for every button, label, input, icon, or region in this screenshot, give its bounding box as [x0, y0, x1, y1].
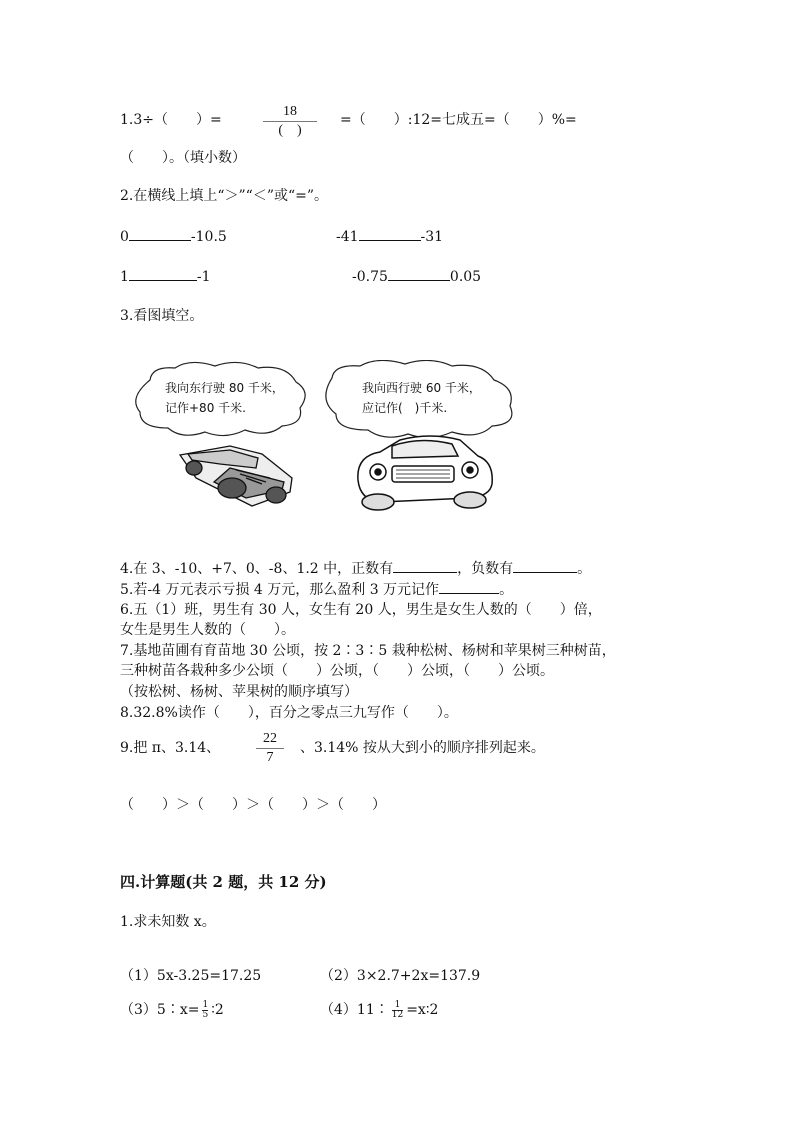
- q2-r1a-left: 0: [120, 229, 129, 245]
- e4-left: （4）11∶: [320, 1002, 389, 1018]
- q2-row2b: [352, 266, 481, 287]
- e4-fraction: [392, 1001, 403, 1020]
- section4-sub1: 1.求未知数 x。: [120, 914, 216, 930]
- q5-line: [120, 579, 513, 600]
- answer-blank[interactable]: [359, 226, 421, 241]
- answer-blank[interactable]: [129, 266, 197, 281]
- q1-line2: （ ）。（填小数）: [120, 150, 246, 166]
- e4-right: =x∶2: [406, 1002, 439, 1018]
- equation-1: （1）5x-3.25=17.25: [120, 968, 262, 984]
- q9-answer: （ ）＞（ ）＞（ ）＞（ ）: [120, 797, 386, 813]
- e3-fraction: [202, 1001, 208, 1020]
- q2-r1b-left: -41: [336, 229, 359, 245]
- q2-row2a: [120, 266, 211, 287]
- q2-r2b-right: 0.05: [449, 269, 482, 285]
- car-2-image: [358, 436, 492, 510]
- q1-frac-den: ( ): [278, 123, 302, 138]
- q4-end: 。: [577, 561, 592, 577]
- section-heading: 四.计算题(共 2 题，共 12 分): [120, 873, 327, 891]
- answer-blank[interactable]: [388, 266, 450, 281]
- q4-middle: ，负数有: [457, 561, 514, 577]
- bubble1-line2: 记作+80 千米.: [165, 401, 246, 415]
- q3-title: 3.看图填空。: [120, 308, 204, 324]
- q1-fraction: [263, 104, 317, 139]
- q1-frac-num: 18: [283, 104, 297, 119]
- answer-blank[interactable]: [513, 558, 577, 573]
- speech-bubble-1: [136, 362, 305, 435]
- q7-line2: 三种树苗各栽种多少公顷（ ）公顷，（ ）公顷，（ ）公顷。: [120, 663, 554, 679]
- q4-line: [120, 558, 591, 579]
- q6-line1: 6.五（1）班，男生有 30 人，女生有 20 人，男生是女生人数的（ ）倍，: [120, 602, 602, 618]
- q9-frac-num: 22: [263, 731, 277, 746]
- q9-frac-den: 7: [266, 750, 274, 765]
- q2-r2a-left: 1: [120, 269, 129, 285]
- answer-blank[interactable]: [439, 579, 499, 594]
- q5-end: 。: [499, 582, 514, 598]
- q7-line3: （按松树、杨树、苹果树的顺序填写）: [120, 684, 358, 700]
- equation-2: （2）3×2.7+2x=137.9: [320, 968, 481, 984]
- q2-r1a-right: -10.5: [190, 229, 227, 245]
- bubble2-line1: 我向西行驶 60 千米，: [362, 381, 481, 395]
- q4-left: 4.在 3、-10、+7、0、-8、1.2 中，正数有: [120, 561, 394, 577]
- e3-num: 1: [202, 999, 209, 1010]
- e3-left: （3）5∶x=: [120, 1002, 200, 1018]
- q1-part-b: =（ ）:12=七成五=（ ）%=: [340, 112, 577, 128]
- car-1-image: [180, 446, 292, 506]
- q2-row1a: [120, 226, 227, 247]
- q6-line2: 女生是男生人数的（ ）。: [120, 622, 295, 638]
- speech-bubble-2: [326, 360, 512, 437]
- e4-num: 1: [394, 999, 401, 1010]
- q3-illustration: [0, 360, 794, 540]
- q2-row1b: [336, 226, 443, 247]
- q2-r2b-left: -0.75: [352, 269, 388, 285]
- bubble1-line1: 我向东行驶 80 千米，: [165, 381, 284, 395]
- e4-den: 12: [391, 1009, 404, 1020]
- equation-3: [120, 1000, 224, 1020]
- e3-den: 5: [202, 1009, 209, 1020]
- q9-part-a: 9.把 π、3.14、: [120, 740, 221, 756]
- q2-r2a-right: -1: [196, 269, 211, 285]
- bubble2-line2: 应记作( )千米.: [362, 401, 448, 415]
- q5-left: 5.若-4 万元表示亏损 4 万元，那么盈利 3 万元记作: [120, 582, 440, 598]
- q2-r1b-right: -31: [420, 229, 444, 245]
- answer-blank[interactable]: [129, 226, 191, 241]
- q1-frac-bar: [263, 121, 317, 122]
- e3-right: ∶2: [211, 1002, 224, 1018]
- q2-title: 2.在横线上填上“＞”“＜”或“=”。: [120, 188, 329, 204]
- q1-part-a: 1.3÷（ ）=: [120, 112, 222, 128]
- q7-line1: 7.基地苗圃有育苗地 30 公顷，按 2∶3∶5 栽种松树、杨树和苹果树三种树苗，: [120, 643, 616, 659]
- q9-fraction: [256, 731, 284, 766]
- answer-blank[interactable]: [393, 558, 457, 573]
- equation-4: [320, 1000, 438, 1020]
- q9-frac-bar: [256, 748, 284, 749]
- q9-part-b: 、3.14% 按从大到小的顺序排列起来。: [300, 740, 545, 756]
- q8-line: 8.32.8%读作（ ），百分之零点三九写作（ ）。: [120, 705, 458, 721]
